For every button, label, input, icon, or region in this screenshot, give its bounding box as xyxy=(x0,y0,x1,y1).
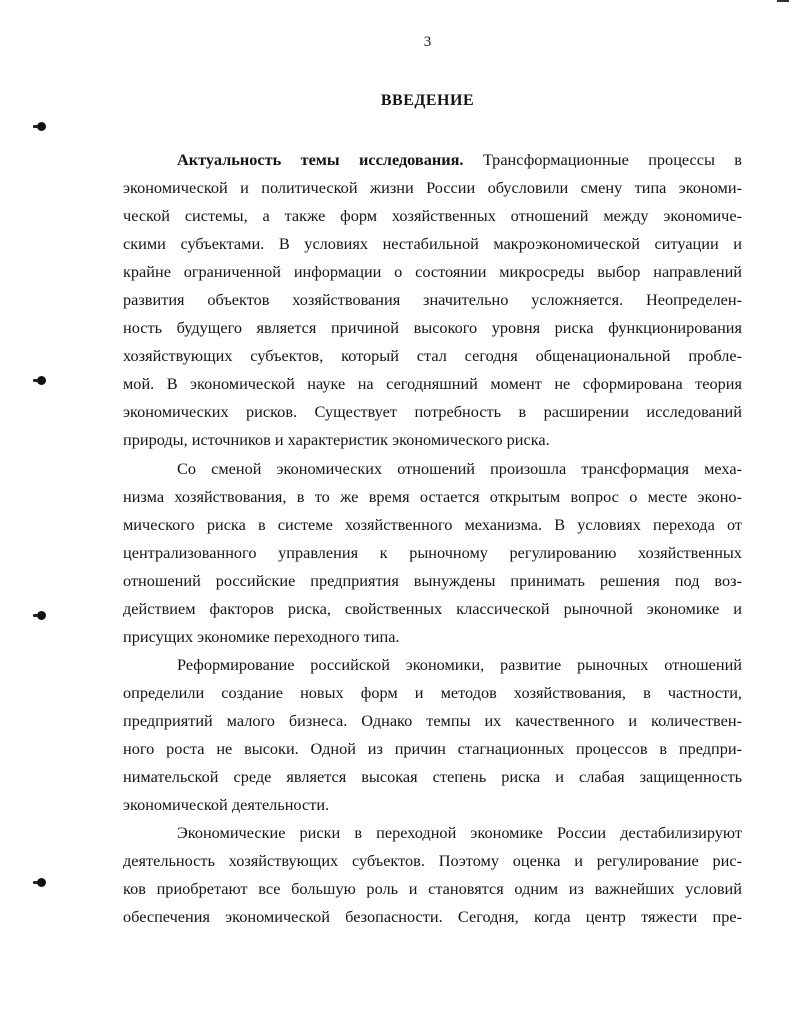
text-line: экономической и политической жизни России обусловили смену типа экономи- xyxy=(123,178,742,198)
text-line: мического риска в системе хозяйственного механизма. В условиях перехода от xyxy=(123,514,742,534)
text-line: природы, источников и характеристик экономического риска. xyxy=(123,430,550,450)
punch-hole-mark xyxy=(37,611,46,620)
text-line: Со сменой экономических отношений произошла трансформация меха- xyxy=(177,458,742,478)
text-line: хозяйствующих субъектов, который стал сегодня общенациональной пробле- xyxy=(123,346,742,366)
text-line: действием факторов риска, свойственных классической рыночной экономике и xyxy=(123,598,742,618)
text-line: развития объектов хозяйствования значительно усложняется. Неопределен- xyxy=(123,290,742,310)
section-lead: Актуальность темы исследования. xyxy=(177,150,464,169)
text-line: отношений российские предприятия вынуждены принимать решения под воз- xyxy=(123,570,742,590)
text-line: экономической деятельности. xyxy=(123,795,330,815)
punch-hole-mark xyxy=(37,878,46,887)
page-heading: ВВЕДЕНИЕ xyxy=(380,92,475,109)
punch-hole-mark xyxy=(37,122,46,131)
text-line: обеспечения экономической безопасности. Сегодня, когда центр тяжести пре- xyxy=(123,907,742,927)
text-line: скими субъектами. В условиях нестабильной макроэкономической ситуации и xyxy=(123,234,742,254)
text-line: мой. В экономической науке на сегодняшний момент не сформирована теория xyxy=(123,374,742,394)
text-line: централизованного управления к рыночному регулированию хозяйственных xyxy=(123,542,742,562)
text-line: ного роста не высоки. Одной из причин стагнационных процессов в предпри- xyxy=(123,738,742,758)
paragraph-economic-risks xyxy=(123,819,742,931)
text-line: ность будущего является причиной высокого уровня риска функционирования xyxy=(123,318,742,338)
document-body xyxy=(123,146,742,931)
text-line: нимательской среде является высокая степень риска и слабая защищенность xyxy=(123,767,742,787)
text-line: ческой системы, а также форм хозяйственных отношений между экономиче- xyxy=(123,206,742,226)
text-line: Реформирование российской экономики, развитие рыночных отношений xyxy=(177,654,742,674)
text-line: ков приобретают все большую роль и становятся одним из важнейших условий xyxy=(123,879,742,899)
scan-corner-mark xyxy=(777,0,789,2)
text-line: предприятий малого бизнеса. Однако темпы их качественного и количествен- xyxy=(123,710,742,730)
paragraph-relevance xyxy=(123,146,742,455)
text-line: присущих экономике переходного типа. xyxy=(123,626,400,646)
text-line: деятельность хозяйствующих субъектов. Поэтому оценка и регулирование рис- xyxy=(123,851,742,871)
text-line: крайне ограниченной информации о состоянии микросреды выбор направлений xyxy=(123,262,742,282)
text-line: Актуальность темы исследования. Трансформационные процессы в xyxy=(177,150,742,169)
paragraph-reform xyxy=(123,651,742,819)
text-line: Экономические риски в переходной экономике России дестабилизируют xyxy=(177,823,742,843)
text-line: низма хозяйствования, в то же время остается открытым вопрос о месте эконо- xyxy=(123,486,742,506)
text-line: экономических рисков. Существует потребность в расширении исследований xyxy=(123,402,742,422)
text-line: определили создание новых форм и методов хозяйствования, в частности, xyxy=(123,682,742,702)
paragraph-economic-relations xyxy=(123,455,742,651)
page-number: 3 xyxy=(423,34,432,50)
punch-hole-mark xyxy=(37,376,46,385)
